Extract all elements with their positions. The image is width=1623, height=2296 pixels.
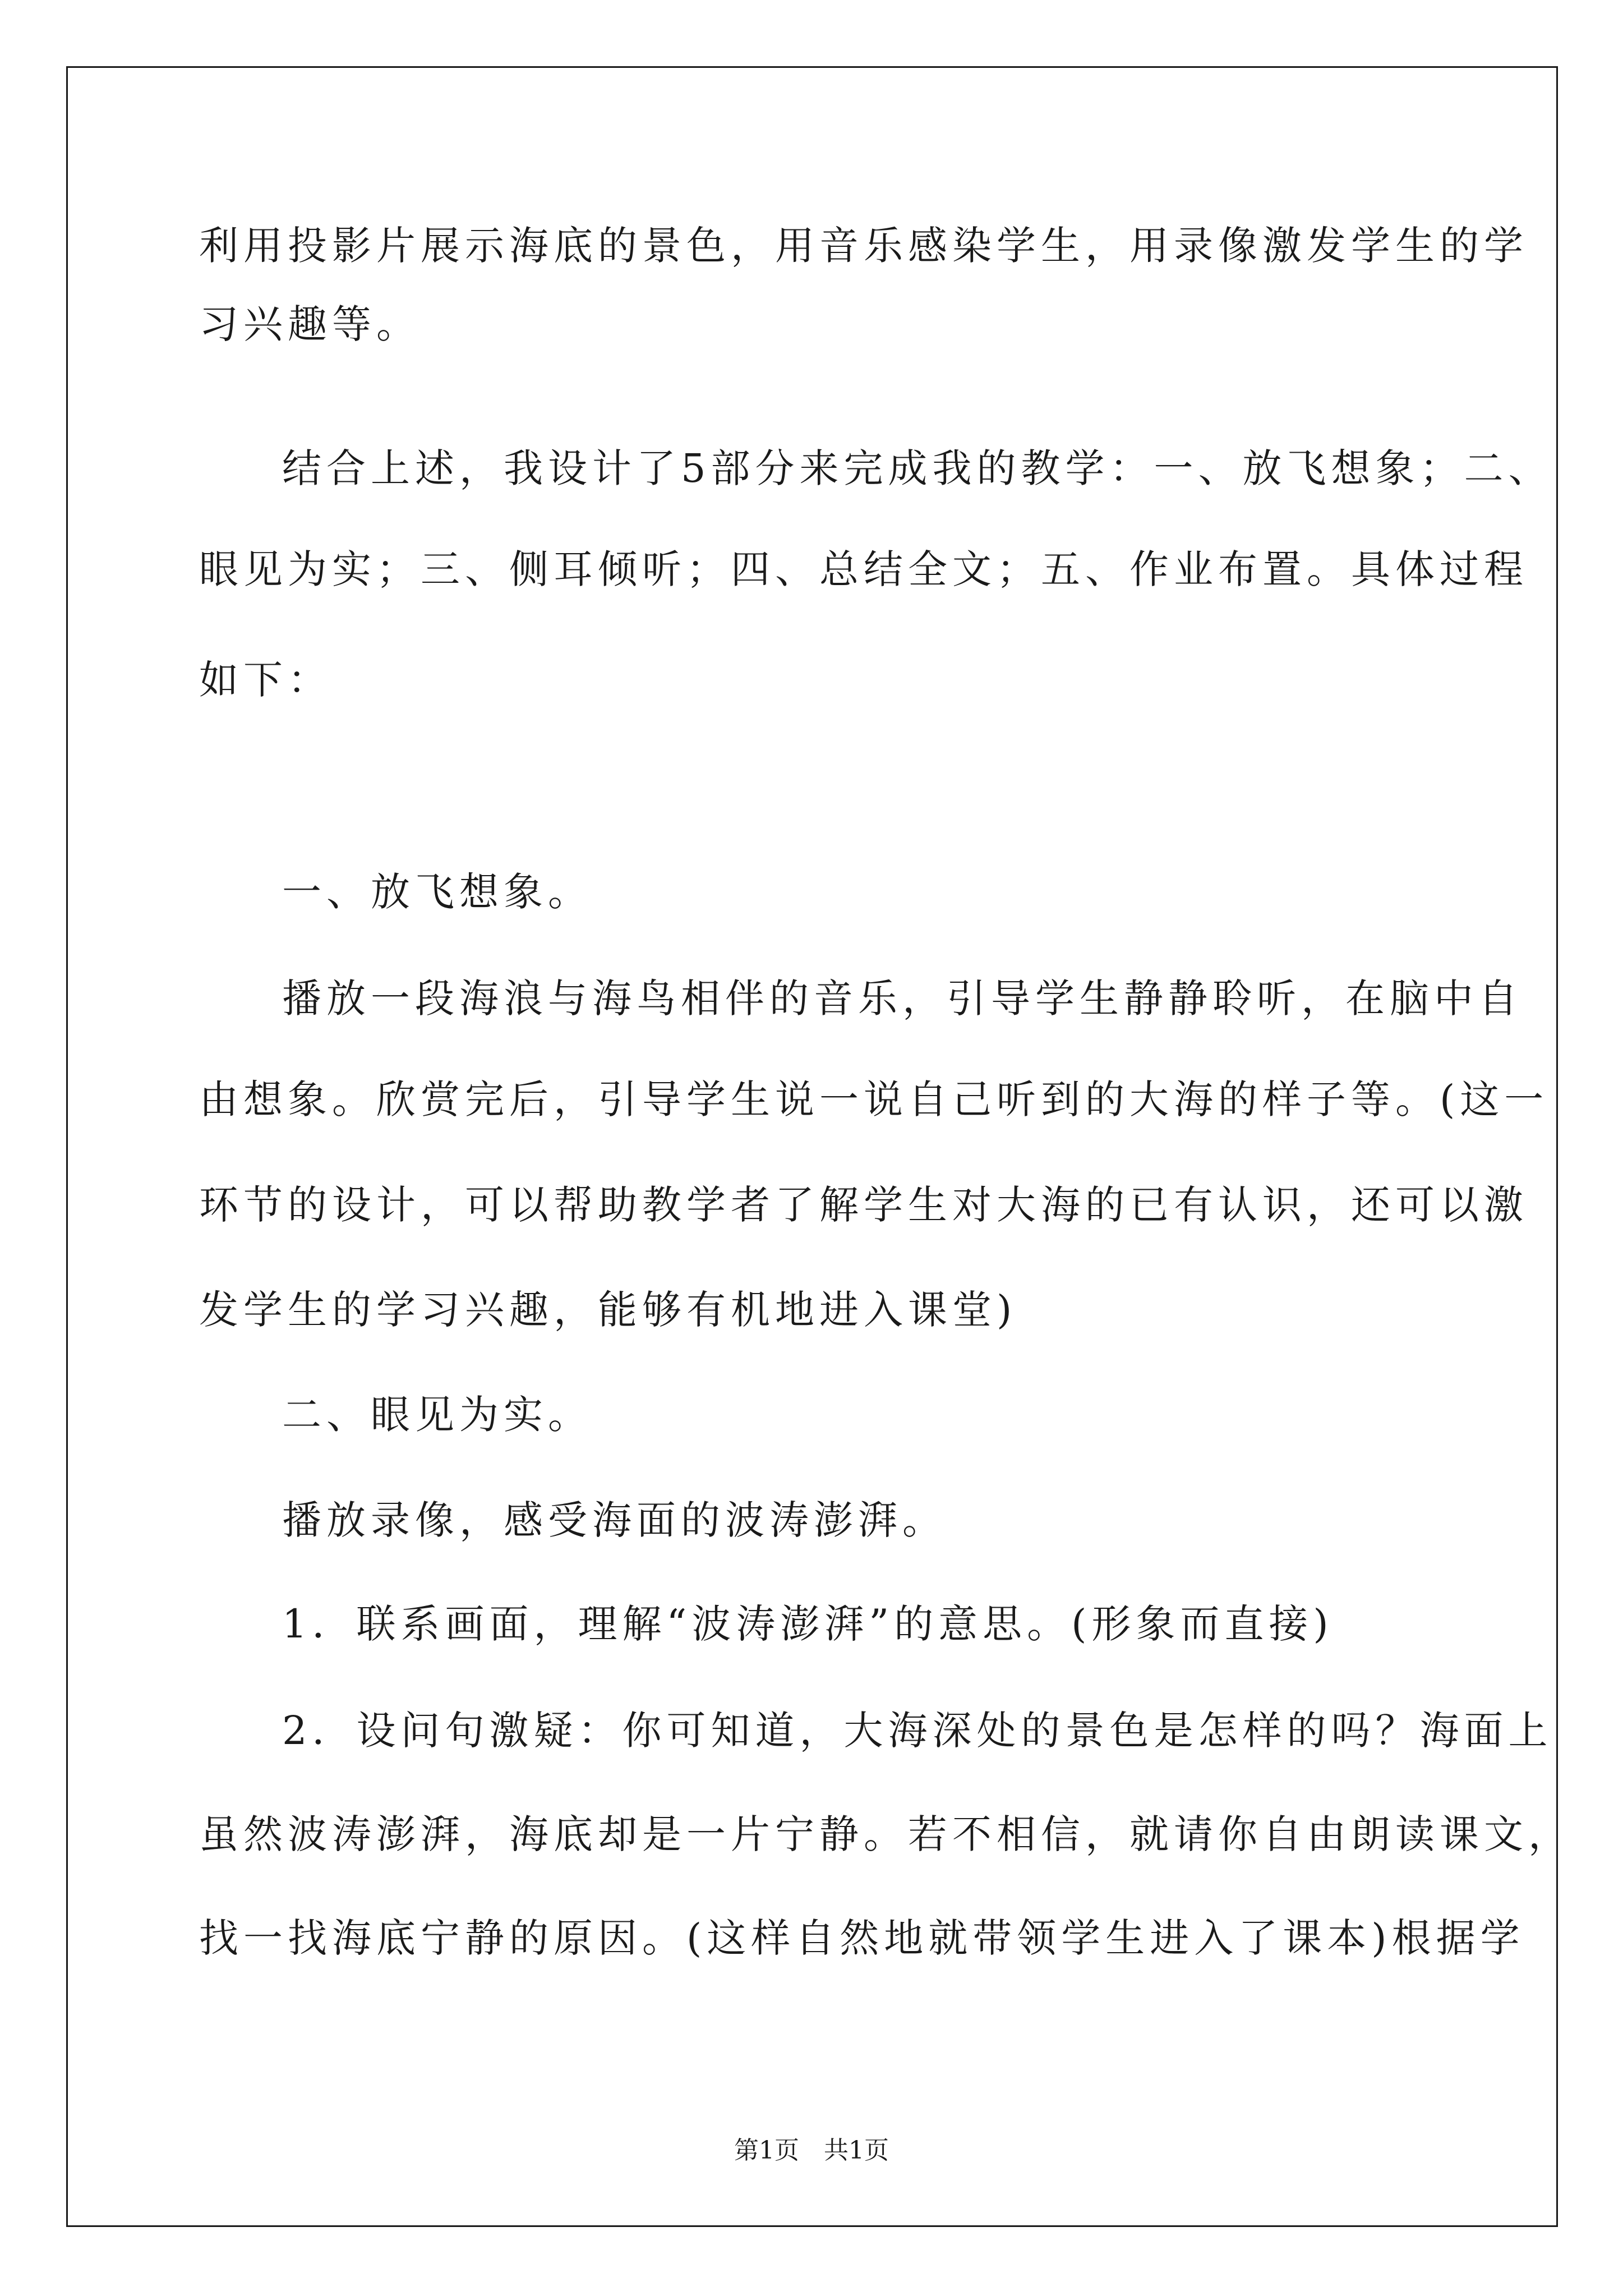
text-line: 结合上述，我设计了5部分来完成我的教学：一、放飞想象；二、 <box>282 445 1553 491</box>
page-footer: 第1页 共1页 <box>734 2136 889 2165</box>
text-line: 播放一段海浪与海鸟相伴的音乐，引导学生静静聆听，在脑中自 <box>282 976 1523 1022</box>
section-heading: 二、眼见为实。 <box>282 1392 592 1438</box>
text-line: 由想象。欣赏完后，引导学生说一说自己听到的大海的样子等。(这一 <box>199 1076 1549 1122</box>
text-line: 发学生的学习兴趣，能够有机地进入课堂) <box>199 1287 1017 1333</box>
list-item: 2．设问句激疑：你可知道，大海深处的景色是怎样的吗？海面上 <box>282 1708 1553 1754</box>
list-item: 1．联系画面，理解“波涛澎湃”的意思。(形象而直接) <box>282 1601 1334 1647</box>
text-line: 习兴趣等。 <box>199 301 421 347</box>
section-heading: 一、放飞想象。 <box>282 869 592 915</box>
page-border <box>66 66 1558 2227</box>
text-line: 环节的设计，可以帮助教学者了解学生对大海的已有认识，还可以激 <box>199 1182 1528 1228</box>
text-line: 虽然波涛澎湃，海底却是一片宁静。若不相信，就请你自由朗读课文， <box>199 1811 1573 1857</box>
text-line: 找一找海底宁静的原因。(这样自然地就带领学生进入了课本)根据学 <box>199 1915 1525 1961</box>
text-line: 播放录像，感受海面的波涛澎湃。 <box>282 1497 947 1543</box>
text-line: 利用投影片展示海底的景色，用音乐感染学生，用录像激发学生的学 <box>199 223 1528 269</box>
text-line: 如下： <box>199 657 332 703</box>
text-line: 眼见为实；三、侧耳倾听；四、总结全文；五、作业布置。具体过程 <box>199 546 1528 592</box>
